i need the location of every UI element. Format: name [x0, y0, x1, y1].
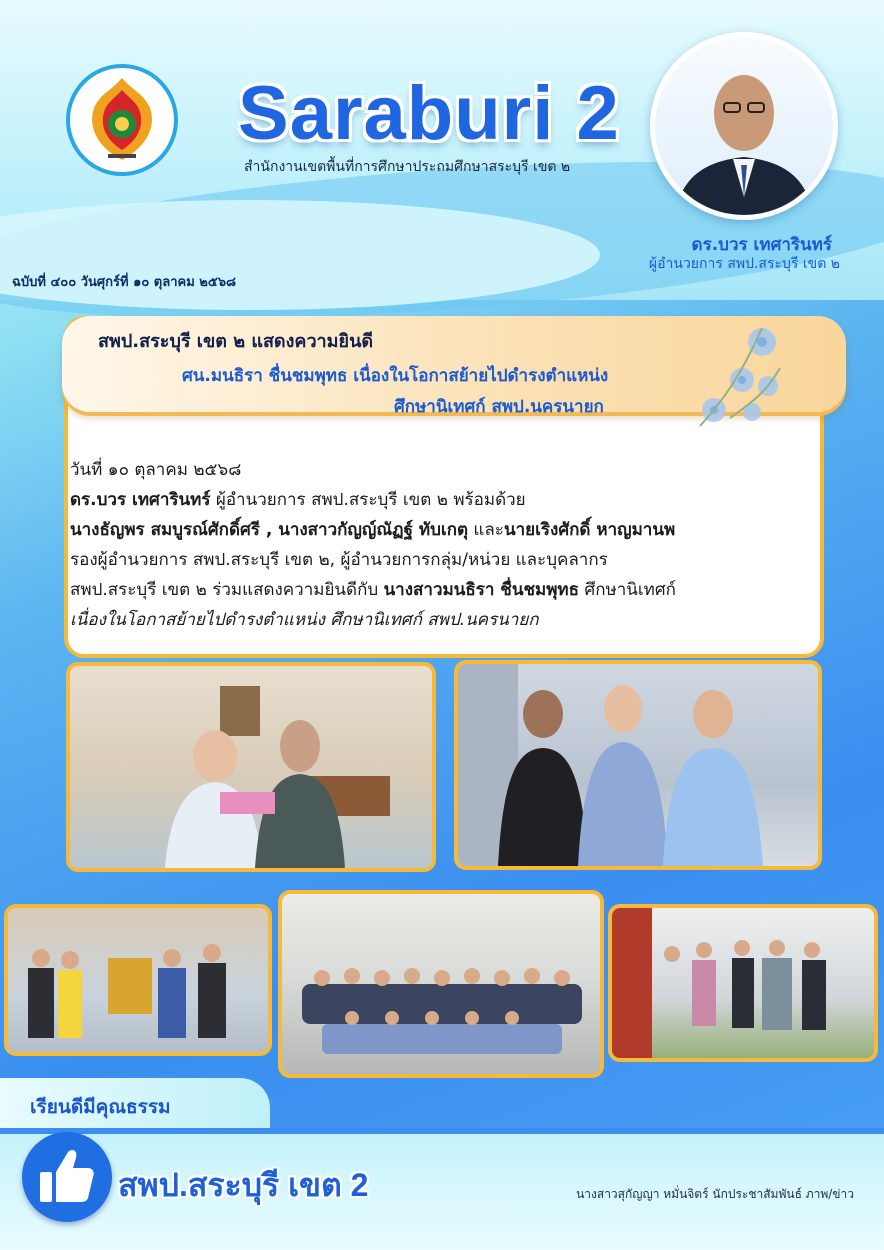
headline-line-2: ศน.มนธิรา ชื่นชมพุทธ เนื่องในโอกาสย้ายไปดำรงตำแหน่ง — [182, 366, 609, 386]
photo-3 — [4, 904, 272, 1056]
paragraph-4-start: สพป.สระบุรี เขต ๒ ร่วมแสดงความยินดีกับ — [70, 580, 384, 600]
paragraph-2-and: และ — [468, 520, 504, 540]
photo-5 — [608, 904, 878, 1062]
deputies-bold-a: นางธัญพร สมบูรณ์ศักดิ์ศรี , นางสาวกัญญ์ณัฏฐ์ ทับเกตุ — [70, 520, 469, 540]
emblem-icon — [66, 64, 178, 176]
photo-4 — [278, 890, 604, 1078]
article-paragraph-4 — [70, 576, 830, 603]
office-subtitle: สำนักงานเขตพื้นที่การศึกษาประถมศึกษาสระบุรี เขต ๒ — [244, 159, 571, 175]
photo-1 — [66, 662, 436, 872]
footer-divider — [0, 1128, 884, 1134]
brand-title: Saraburi 2 — [238, 71, 620, 156]
headline-line-1: สพป.สระบุรี เขต ๒ แสดงความยินดี — [98, 331, 374, 352]
paragraph-4-end: ศึกษานิเทศก์ — [579, 580, 676, 600]
headline-line-3: ศึกษานิเทศก์ สพป.นครนายก — [394, 397, 604, 417]
director-title: ผู้อำนวยการ สพป.สระบุรี เขต ๒ — [648, 256, 840, 272]
motto: เรียนดีมีคุณธรรม — [30, 1096, 171, 1118]
director-name-bold: ดร.บวร เทศารินทร์ — [70, 490, 211, 510]
director-name: ดร.บวร เทศารินทร์ — [691, 235, 832, 255]
flower-decoration — [680, 308, 790, 434]
director-portrait — [650, 32, 838, 220]
office-name[interactable]: สพป.สระบุรี เขต 2 — [118, 1167, 369, 1203]
paragraph-1-rest: ผู้อำนวยการ สพป.สระบุรี เขต ๒ พร้อมด้วย — [210, 490, 526, 510]
issue-info: ฉบับที่ ๔๐๐ วันศุกร์ที่ ๑๐ ตุลาคม ๒๕๖๘ — [12, 275, 236, 290]
article-paragraph-5: เนื่องในโอกาสย้ายไปดำรงตำแหน่ง ศึกษานิเทศก์ สพป.นครนายก — [70, 610, 539, 630]
article-paragraph-1 — [70, 486, 830, 513]
photo-credit: นางสาวสุกัญญา หมั่นจิตร์ นักประชาสัมพันธ์ ภาพ/ข่าว — [576, 1187, 854, 1201]
thumbs-up-icon[interactable] — [22, 1132, 112, 1222]
photo-2 — [454, 660, 822, 870]
article-date: วันที่ ๑๐ ตุลาคม ๒๕๖๘ — [70, 460, 242, 480]
honoree-name: นางสาวมนธิรา ชื่นชมพุทธ — [383, 580, 579, 600]
article-paragraph-3: รองผู้อำนวยการ สพป.สระบุรี เขต ๒, ผู้อำนวยการกลุ่ม/หน่วย และบุคลากร — [70, 550, 608, 570]
article-paragraph-2 — [70, 516, 830, 543]
deputies-bold-b: นายเริงศักดิ์ หาญมานพ — [503, 520, 676, 540]
